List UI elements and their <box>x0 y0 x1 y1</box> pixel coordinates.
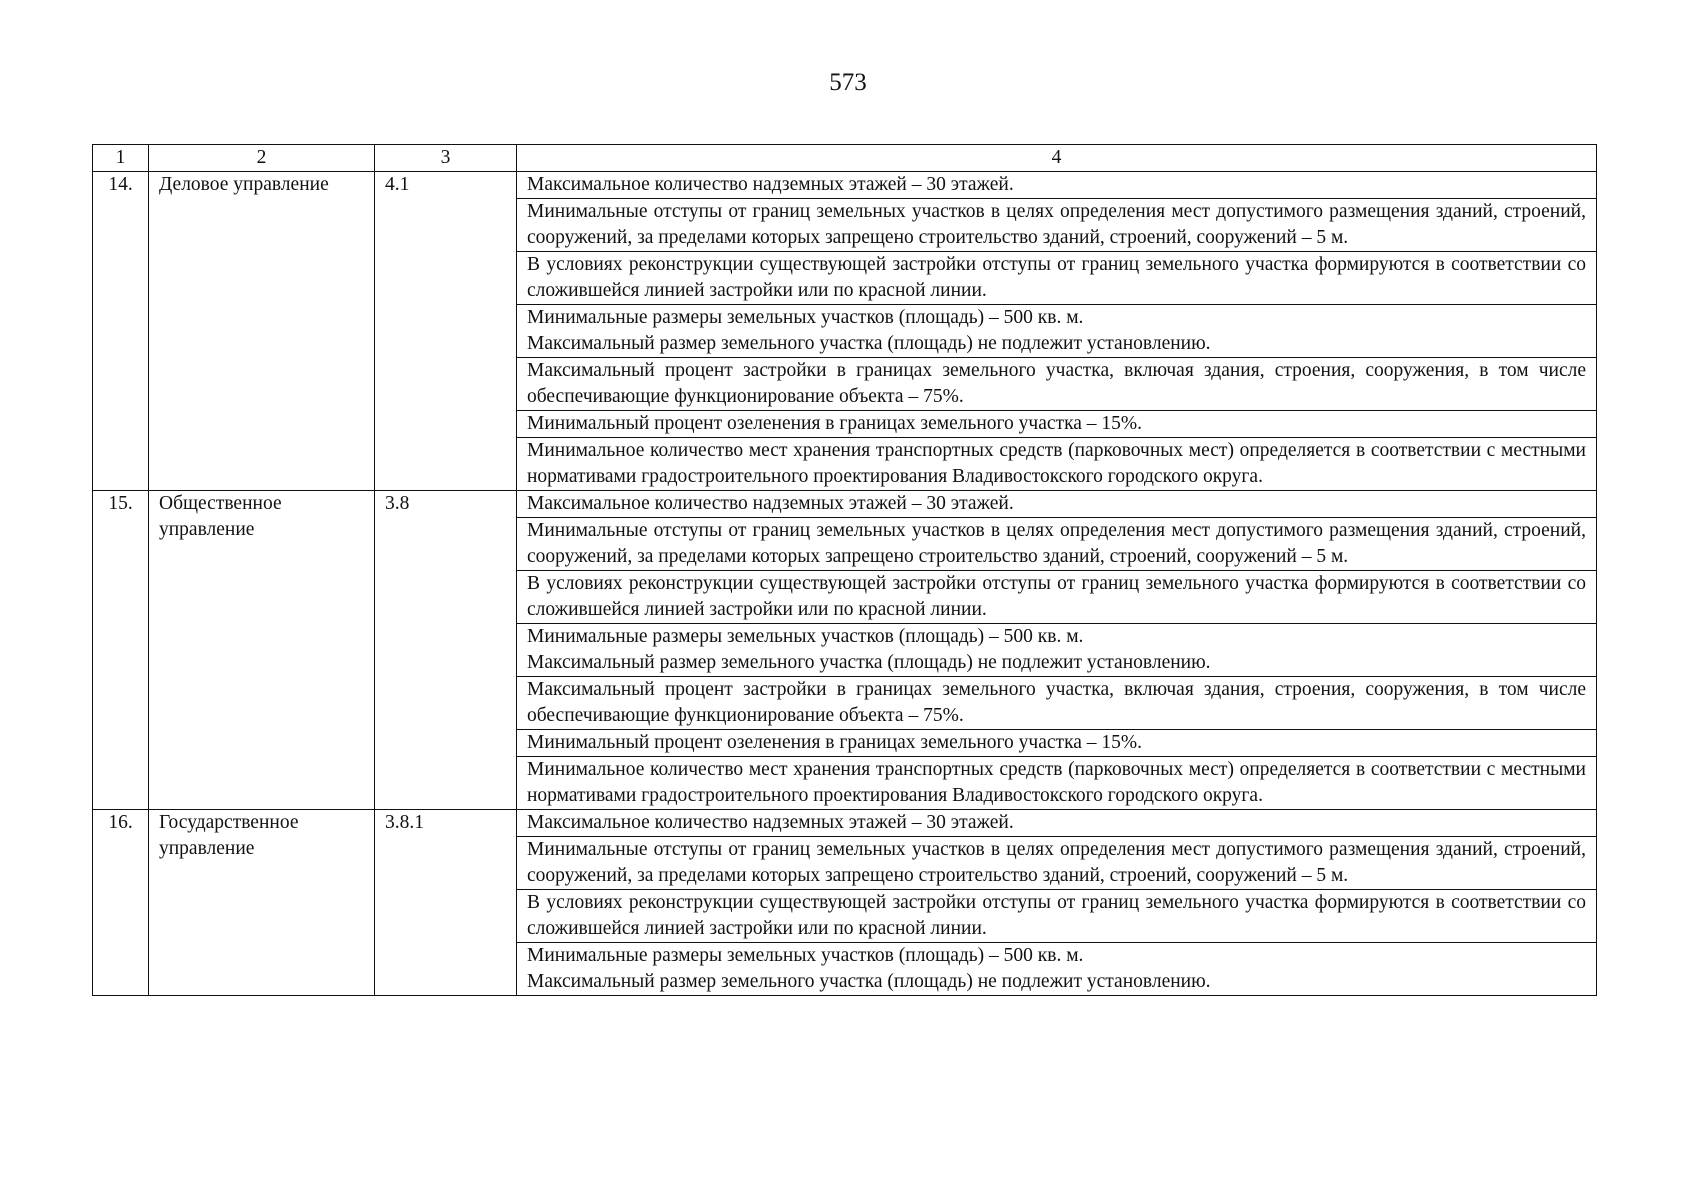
row-number-cell: 15. <box>93 491 149 810</box>
parameter-cell <box>517 199 1597 252</box>
use-type-code-cell: 3.8.1 <box>375 810 517 996</box>
parameter-text: В условиях реконструкции существующей застройки отступы от границ земельного участка формируются в соответствии со сложившейся линией застройки или по красной линии. <box>527 254 1586 301</box>
parameter-cell <box>517 730 1597 757</box>
column-header-4: 4 <box>517 145 1597 172</box>
parameter-text: Минимальное количество мест хранения транспортных средств (парковочных мест) определяется в соответствии с местными нормативами градостроительного проектирования Владивостокского городского округа. <box>527 759 1586 806</box>
parameter-cell <box>517 890 1597 943</box>
row-number-cell: 14. <box>93 172 149 491</box>
parameter-text: В условиях реконструкции существующей застройки отступы от границ земельного участка формируются в соответствии со сложившейся линией застройки или по красной линии. <box>527 892 1586 939</box>
parameter-cell <box>517 305 1597 358</box>
parameter-cell <box>517 943 1597 996</box>
use-type-code-cell: 4.1 <box>375 172 517 491</box>
parameter-cell <box>517 438 1597 491</box>
parameter-text: Максимальный размер земельного участка (площадь) не подлежит установлению. <box>527 333 1211 354</box>
parameter-cell <box>517 677 1597 730</box>
parameter-cell <box>517 624 1597 677</box>
use-type-name-cell: Деловое управление <box>149 172 375 491</box>
table-header-row <box>93 145 1597 172</box>
parameter-text: Минимальное количество мест хранения транспортных средств (парковочных мест) определяется в соответствии с местными нормативами градостроительного проектирования Владивостокского городского округа. <box>527 440 1586 487</box>
parameter-text: Максимальный размер земельного участка (площадь) не подлежит установлению. <box>527 971 1211 992</box>
parameter-text: Максимальное количество надземных этажей – 30 этажей. <box>527 493 1014 514</box>
parameter-text: Максимальный процент застройки в границах земельного участка, включая здания, строения, сооружения, в том числе обеспечивающие функционирование объекта – 75%. <box>527 360 1586 407</box>
parameter-cell <box>517 411 1597 438</box>
parameter-cell <box>517 571 1597 624</box>
page-number: 573 <box>829 69 867 96</box>
use-type-name-cell: Общественное управление <box>149 491 375 810</box>
table-row <box>93 172 1597 199</box>
parameter-text: В условиях реконструкции существующей застройки отступы от границ земельного участка формируются в соответствии со сложившейся линией застройки или по красной линии. <box>527 573 1586 620</box>
parameter-text: Минимальные размеры земельных участков (площадь) – 500 кв. м. <box>527 626 1084 647</box>
column-header-3: 3 <box>375 145 517 172</box>
row-number-cell: 16. <box>93 810 149 996</box>
parameter-text: Максимальный процент застройки в границах земельного участка, включая здания, строения, сооружения, в том числе обеспечивающие функционирование объекта – 75%. <box>527 679 1586 726</box>
use-type-name-cell: Государственное управление <box>149 810 375 996</box>
parameter-text: Минимальные отступы от границ земельных участков в целях определения мест допустимого размещения зданий, строений, сооружений, за пределами которых запрещено строительство зданий, строений, сооружений – 5 м. <box>527 520 1586 567</box>
parameter-text: Максимальное количество надземных этажей – 30 этажей. <box>527 812 1014 833</box>
table-body <box>93 145 1597 996</box>
parameter-cell <box>517 252 1597 305</box>
parameter-text: Максимальное количество надземных этажей – 30 этажей. <box>527 174 1014 195</box>
parameter-cell <box>517 491 1597 518</box>
table-row <box>93 491 1597 518</box>
column-header-2: 2 <box>149 145 375 172</box>
parameter-text: Минимальные отступы от границ земельных участков в целях определения мест допустимого размещения зданий, строений, сооружений, за пределами которых запрещено строительство зданий, строений, сооружений – 5 м. <box>527 201 1586 248</box>
parameter-cell <box>517 358 1597 411</box>
table-row <box>93 810 1597 837</box>
parameter-text: Минимальный процент озеленения в границах земельного участка – 15%. <box>527 732 1143 753</box>
parameter-text: Минимальные отступы от границ земельных участков в целях определения мест допустимого размещения зданий, строений, сооружений, за пределами которых запрещено строительство зданий, строений, сооружений – 5 м. <box>527 839 1586 886</box>
parameter-text: Минимальные размеры земельных участков (площадь) – 500 кв. м. <box>527 307 1084 328</box>
parameter-cell <box>517 810 1597 837</box>
parameter-text: Максимальный размер земельного участка (площадь) не подлежит установлению. <box>527 652 1211 673</box>
column-header-1: 1 <box>93 145 149 172</box>
parameter-cell <box>517 172 1597 199</box>
parameter-text: Минимальный процент озеленения в границах земельного участка – 15%. <box>527 413 1143 434</box>
parameter-cell <box>517 518 1597 571</box>
parameter-text: Минимальные размеры земельных участков (площадь) – 500 кв. м. <box>527 945 1084 966</box>
regulations-table <box>92 144 1597 996</box>
use-type-code-cell: 3.8 <box>375 491 517 810</box>
parameter-cell <box>517 837 1597 890</box>
parameter-cell <box>517 757 1597 810</box>
